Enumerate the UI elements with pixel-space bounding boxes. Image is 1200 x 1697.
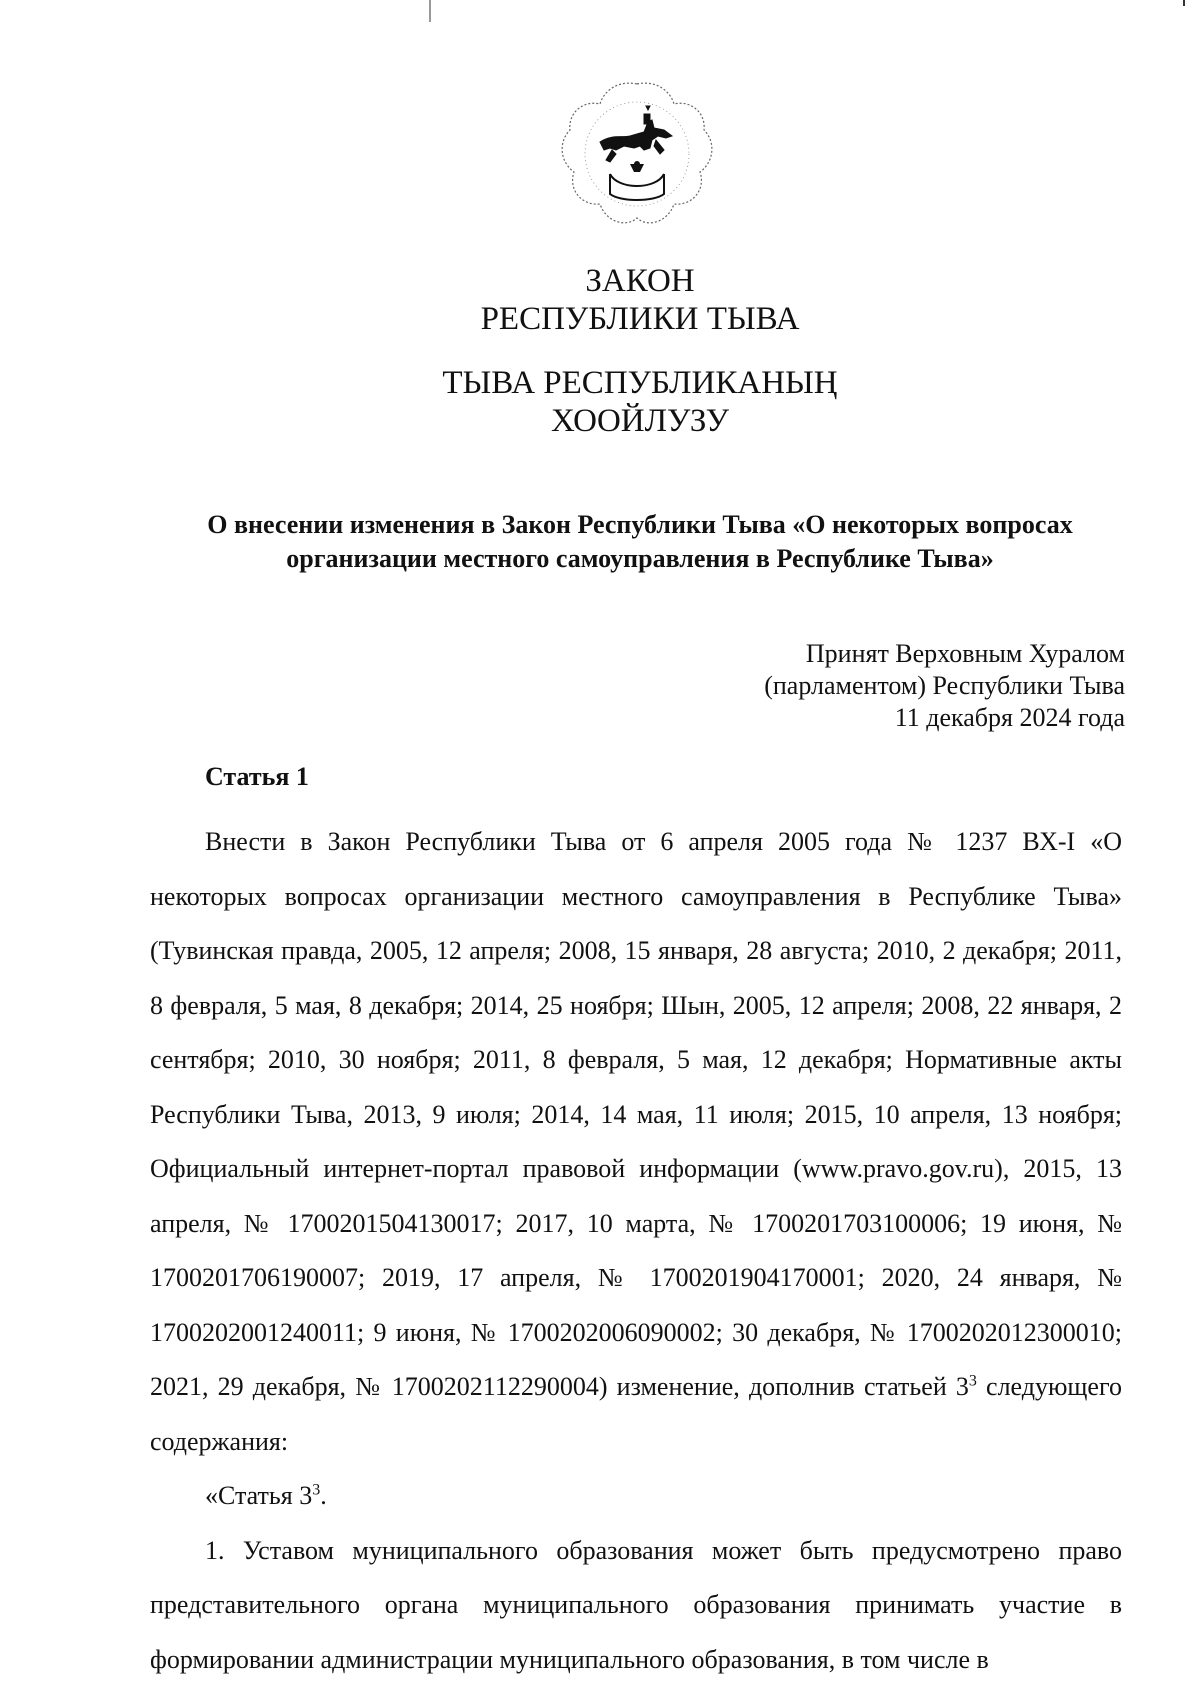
scan-mark [429, 0, 431, 22]
superscript: 3 [968, 1372, 977, 1390]
law-title [0, 262, 1200, 440]
tuva-coat-of-arms-icon [560, 76, 715, 231]
adoption-line-1: Принят Верховным Хуралом [805, 639, 1125, 668]
quoted-article-heading [150, 1469, 1122, 1524]
paragraph-text: . [320, 1481, 327, 1510]
scan-mark [1183, 0, 1185, 6]
law-title-tyv-1: ТЫВА РЕСПУБЛИКАНЫҢ [442, 365, 838, 401]
law-title-ru-2: РЕСПУБЛИКИ ТЫВА [480, 301, 800, 337]
law-subject-line-2: организации местного самоуправления в Республике Тыва» [286, 544, 994, 573]
law-title-tyv-2: ХООЙЛУЗУ [550, 403, 730, 439]
law-subject-line-1: О внесении изменения в Закон Республики Тыва «О некоторых вопросах [207, 510, 1073, 539]
paragraph-text: следующего содержания: [150, 1372, 1122, 1456]
adoption-date: 11 декабря 2024 года [894, 703, 1125, 732]
article-body [150, 815, 1122, 1687]
paragraph [150, 815, 1122, 1469]
adoption-note [764, 638, 1125, 734]
paragraph: 1. Уставом муниципального образования может быть предусмотрено право представительного органа муниципального образования принимать участие в формировании администрации муниципального образования, в том числе в [150, 1535, 1122, 1674]
article-heading: Статья 1 [205, 762, 309, 791]
adoption-line-2: (парламентом) Республики Тыва [764, 671, 1125, 700]
law-title-ru-1: ЗАКОН [585, 263, 695, 299]
paragraph-text: «Статья 3 [205, 1481, 313, 1510]
paragraph-text: Внести в Закон Республики Тыва от 6 апреля 2005 года № 1237 ВХ-I «О некоторых вопросах организации местного самоуправления в Республике Тыва» (Тувинская правда, 2005, 12 апреля; 2008, 15 января, 28 августа; 2010, 2 декабря; 2011, 8 февраля, 5 мая, 8 декабря; 2014, 25 ноября; Шын, 2005, 12 апреля; 2008, 22 января, 2 сентября; 2010, 30 ноября; 2011, 8 февраля, 5 мая, 12 декабря; Нормативные акты Республики Тыва, 2013, 9 июля; 2014, 14 мая, 11 июля; 2015, 10 апреля, 13 ноября; Официальный интернет-портал правовой информации (www.pravo.gov.ru), 2015, 13 апреля, № 1700201504130017; 2017, 10 марта, № 1700201703100006; 19 июня, № 1700201706190007; 2019, 17 апреля, № 1700201904170001; 2020, 24 января, № 1700202001240011; 9 июня, № 1700202006090002; 30 декабря, № 1700202012300010; 2021, 29 декабря, № 1700202112290004) изменение, дополнив статьей 3 [150, 827, 1122, 1401]
law-subject [160, 508, 1120, 576]
superscript: 3 [312, 1481, 321, 1499]
